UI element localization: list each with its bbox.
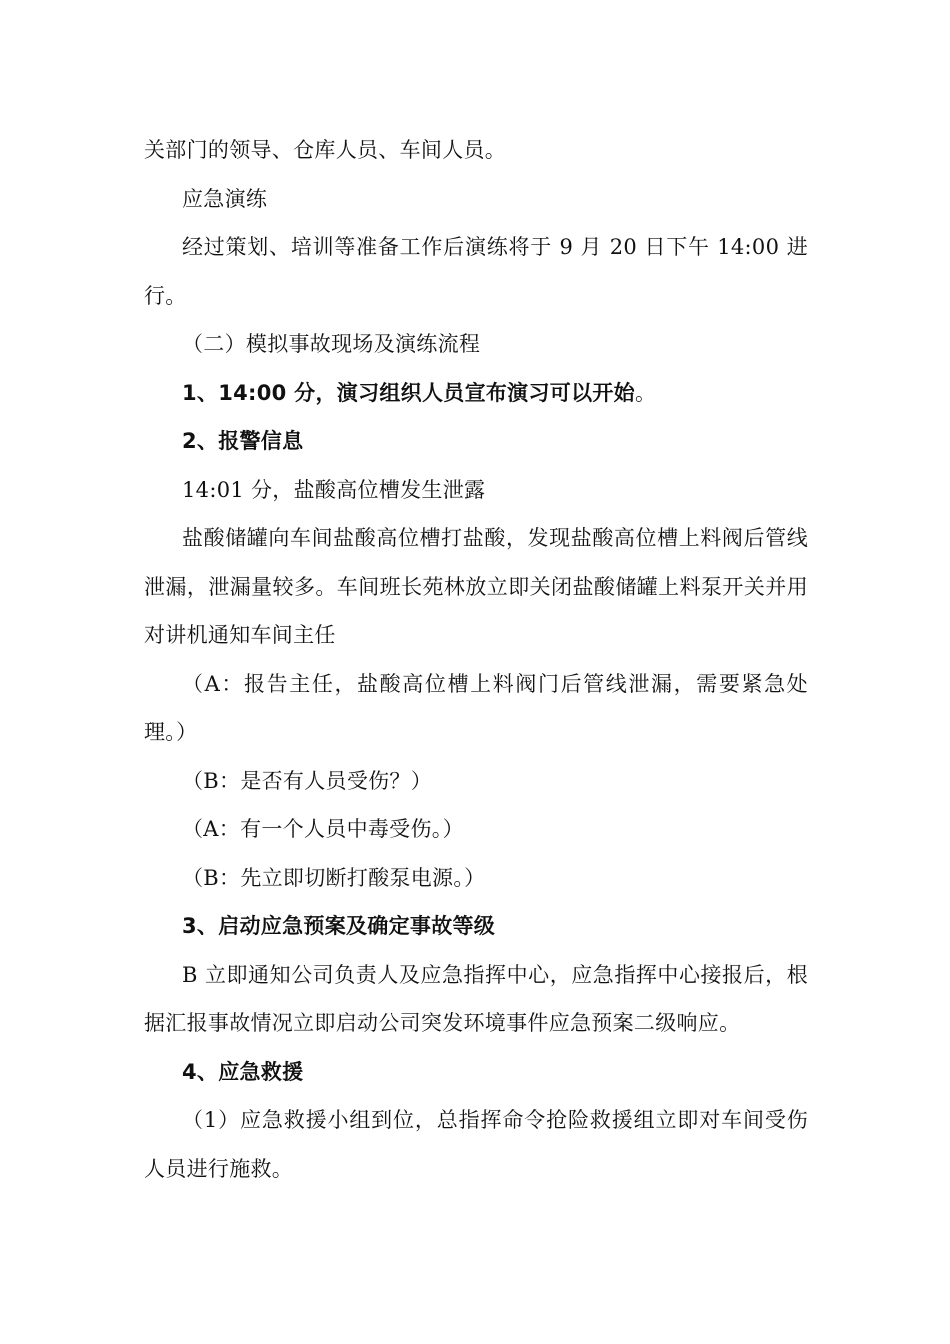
paragraph-heading-drill: 应急演练 [182,186,268,211]
paragraph-dialog-b1: （B：是否有人员受伤？） [182,768,433,793]
paragraph-step-1 [144,369,808,418]
paragraph-dialog-a1: （A：报告主任，盐酸高位槽上料阀门后管线泄漏，需要紧急处理。） [144,671,808,744]
step-1-tail: 。 [634,380,657,405]
paragraph-section-two: （二）模拟事故现场及演练流程 [182,332,481,356]
paragraph-rescue: （1）应急救援小组到位，总指挥命令抢险救援组立即对车间受伤人员进行施救。 [144,1108,808,1181]
paragraph-response: B 立即通知公司负责人及应急指挥中心，应急指挥中心接报后，根据汇报事故情况立即启动公司突发环境事件应急预案二级响应。 [144,962,808,1035]
paragraph-step-4: 4、应急救援 [182,1059,304,1084]
paragraph-dialog-b2: （B：先立即切断打酸泵电源。） [182,865,486,890]
paragraph-1: 关部门的领导、仓库人员、车间人员。 [144,138,507,162]
paragraph-alarm-time: 14:01 分，盐酸高位槽发生泄露 [182,477,486,502]
paragraph-step-2: 2、报警信息 [182,429,304,453]
paragraph-step-3: 3、启动应急预案及确定事故等级 [182,914,496,938]
paragraph-leak-description: 盐酸储罐向车间盐酸高位槽打盐酸，发现盐酸高位槽上料阀后管线泄漏，泄漏量较多。车间班长苑林放立即关闭盐酸储罐上料泵开关并用对讲机通知车间主任 [144,526,808,647]
document-body [144,126,808,1193]
paragraph-dialog-a2: （A：有一个人员中毒受伤。） [182,817,464,841]
paragraph-schedule: 经过策划、培训等准备工作后演练将于 9 月 20 日下午 14:00 进行。 [144,235,808,308]
step-1-bold-text: 1、14:00 分，演习组织人员宣布演习可以开始 [182,380,635,405]
